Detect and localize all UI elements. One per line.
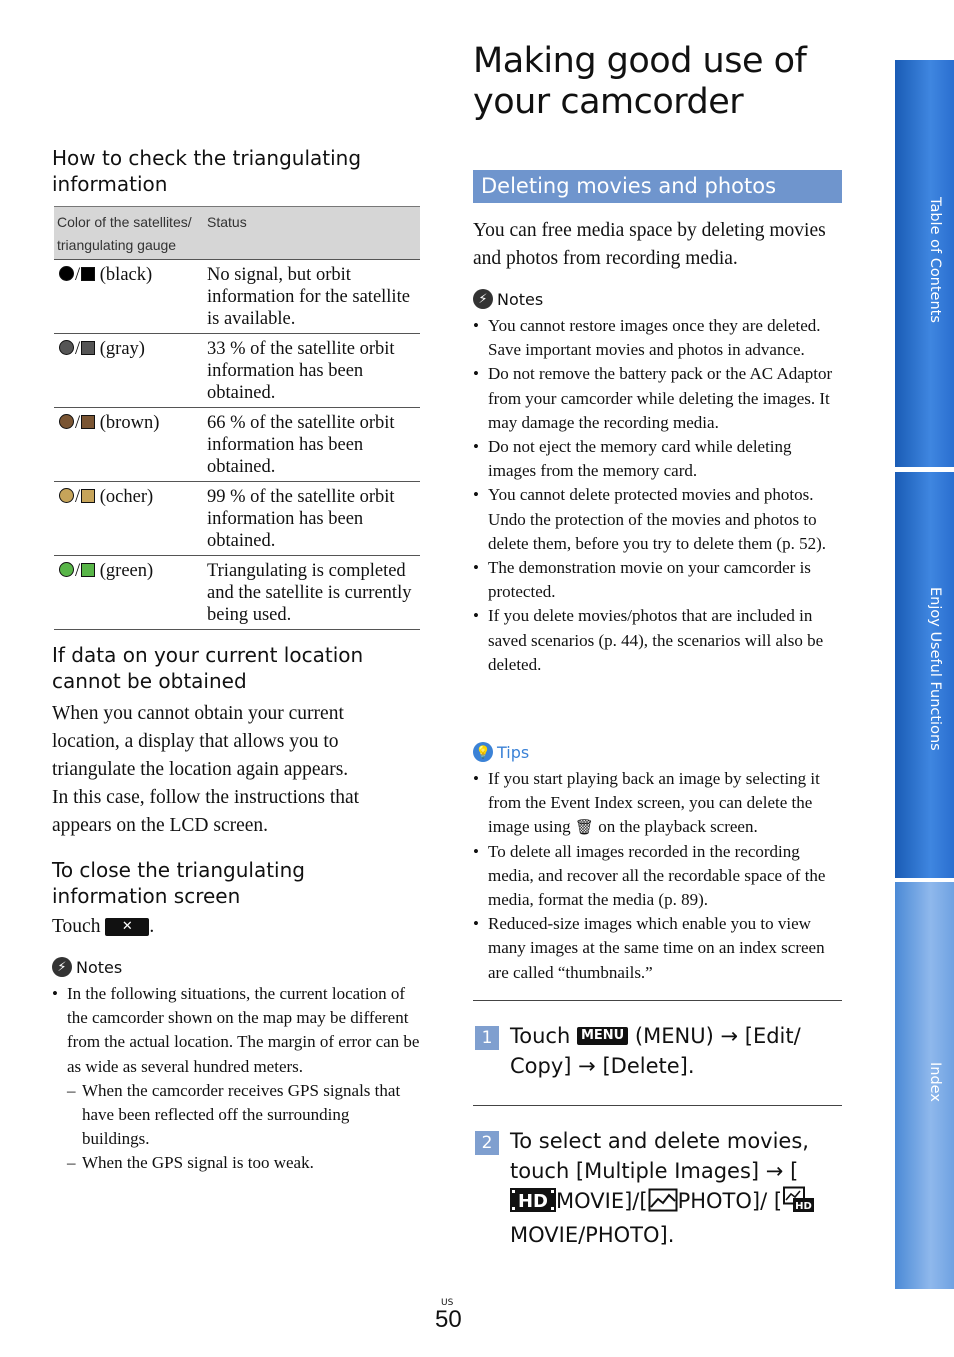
- left-notes-header: [52, 957, 122, 977]
- list-item: – When the GPS signal is too weak.: [67, 1151, 420, 1175]
- bracket: [: [773, 1189, 783, 1213]
- right-notes-header: [473, 289, 543, 309]
- table-row: [54, 408, 420, 482]
- slash: /: [75, 487, 81, 507]
- table-header-status: Status: [204, 207, 420, 260]
- list-item: • If you delete movies/photos that are included in saved scenarios (p. 44), the scenarios will also be deleted.: [473, 604, 843, 677]
- list-item: • Do not remove the battery pack or the AC Adaptor from your camcorder while deleting the images. It may damage the recording media.: [473, 362, 843, 435]
- svg-text:HD: HD: [795, 1201, 812, 1212]
- tip-text: on the playback screen.: [598, 817, 758, 837]
- step-number-badge: 2: [475, 1131, 499, 1155]
- tab-index-label[interactable]: Index: [927, 1062, 943, 1102]
- divider: [473, 1000, 842, 1001]
- hd-movie-icon: [510, 1188, 556, 1220]
- tips-header: [473, 742, 529, 762]
- list-item: – When the camcorder receives GPS signals that have been reflected off the surrounding buildings.: [67, 1079, 420, 1152]
- step-1-text: [510, 1021, 840, 1081]
- table-row: [54, 260, 420, 334]
- list-item: [52, 982, 420, 1176]
- list-item: • You cannot restore images once they are deleted. Save important movies and photos in advance.: [473, 314, 843, 362]
- color-label: (gray): [99, 339, 145, 359]
- divider: [473, 1105, 842, 1106]
- tab-enjoy-useful-functions-label[interactable]: Enjoy Useful Functions: [927, 587, 943, 751]
- color-cell: [54, 482, 204, 556]
- step-2-photo: PHOTO]/: [677, 1189, 768, 1213]
- color-cell: [54, 260, 204, 334]
- status-cell: No signal, but orbit information for the satellite is available.: [204, 260, 420, 334]
- satellite-square-icon: [81, 267, 95, 281]
- list-item: [473, 767, 843, 840]
- page-region: US: [441, 1298, 454, 1308]
- right-notes-list: [473, 314, 843, 677]
- satellite-circle-icon: [59, 562, 74, 577]
- step-1-touch: Touch: [510, 1024, 571, 1048]
- tab-table-of-contents[interactable]: [895, 60, 954, 467]
- satellite-square-icon: [81, 341, 95, 355]
- step-2-text: [510, 1126, 840, 1250]
- table-row: [54, 482, 420, 556]
- tips-label: Tips: [497, 742, 530, 762]
- page-title-line-1: Making good use of: [473, 41, 807, 81]
- list-item: • Reduced-size images which enable you to view many images at the same time on an index screen are called “thumbnails.”: [473, 912, 843, 985]
- tips-list: [473, 767, 843, 985]
- touch-instruction: [52, 913, 154, 941]
- lightbulb-icon: 💡: [473, 742, 493, 762]
- list-item: • The demonstration movie on your camcorder is protected.: [473, 556, 843, 604]
- step-2-line: To select and delete movies, touch [Multiple Images]: [510, 1129, 809, 1183]
- trash-icon: 🗑: [574, 818, 594, 837]
- step-1-number: [475, 1026, 499, 1050]
- left-notes-list: [52, 982, 420, 1176]
- color-label: (black): [99, 265, 153, 285]
- touch-word: Touch: [52, 916, 101, 937]
- step-2-movie: MOVIE]/[: [556, 1189, 648, 1213]
- close-button-icon: ✕: [105, 918, 149, 936]
- table-header-row: [54, 207, 420, 260]
- menu-button-icon: MENU: [577, 1027, 628, 1045]
- svg-text:HD: HD: [517, 1191, 549, 1212]
- color-label: (ocher): [99, 487, 154, 507]
- slash: /: [75, 265, 81, 285]
- color-label: (brown): [99, 413, 160, 433]
- section-banner: Deleting movies and photos: [473, 170, 842, 203]
- page-title-line-2: your camcorder: [473, 82, 744, 122]
- satellite-square-icon: [81, 489, 95, 503]
- tab-table-of-contents-label[interactable]: Table of Contents: [927, 197, 943, 323]
- satellite-square-icon: [81, 415, 95, 429]
- touch-period: .: [149, 916, 155, 937]
- slash: /: [75, 339, 81, 359]
- intro-paragraph: You can free media space by deleting movies and photos from recording media.: [473, 220, 826, 269]
- list-item: • Do not eject the memory card while deleting images from the memory card.: [473, 435, 843, 483]
- step-2-movie-photo: MOVIE/PHOTO].: [510, 1223, 675, 1247]
- color-label: (green): [99, 561, 154, 581]
- tab-enjoy-useful-functions[interactable]: [895, 472, 954, 878]
- satellite-status-table: [54, 206, 420, 630]
- step-2-number: [475, 1131, 499, 1155]
- notes-icon: ⚡: [52, 957, 72, 977]
- satellite-circle-icon: [59, 340, 74, 355]
- satellite-square-icon: [81, 563, 95, 577]
- list-item: • To delete all images recorded in the recording media, and recover all the recordable space of the media, format the media (p. 89).: [473, 840, 843, 913]
- notes-icon: ⚡: [473, 289, 493, 309]
- color-cell: [54, 556, 204, 630]
- color-cell: [54, 408, 204, 482]
- section-heading-close: To close the triangulating information screen: [52, 858, 305, 908]
- arrow-icon: →: [578, 1054, 596, 1078]
- table-header-color: Color of the satellites/ triangulating gauge: [54, 207, 204, 260]
- color-cell: [54, 334, 204, 408]
- status-cell: 66 % of the satellite orbit information has been obtained.: [204, 408, 420, 482]
- bracket: [: [790, 1159, 799, 1183]
- table-row: [54, 334, 420, 408]
- movie-photo-icon: [782, 1186, 814, 1220]
- step-1-edit-copy: [Edit/ Copy]: [510, 1024, 801, 1078]
- status-cell: 99 % of the satellite orbit information has been obtained.: [204, 482, 420, 556]
- arrow-icon: →: [720, 1024, 739, 1048]
- note-sub-list: [67, 1079, 420, 1176]
- section-heading-triangulating: How to check the triangulating information: [52, 146, 362, 196]
- list-item: • You cannot delete protected movies and photos. Undo the protection of the movies and photos to delete them, before you try to delete them (p. 52).: [473, 483, 843, 556]
- step-1-menu-label: (MENU): [634, 1024, 714, 1048]
- section-heading-cannot-obtain: If data on your current location cannot be obtained: [52, 643, 364, 693]
- note-text: In the following situations, the current location of the camcorder shown on the map may be different from the actual location. The margin of error can be as wide as several hundred meters.: [67, 984, 420, 1076]
- cannot-obtain-paragraph-2: In this case, follow the instructions that appears on the LCD screen.: [52, 787, 360, 836]
- step-1-delete: [Delete].: [602, 1054, 695, 1078]
- slash: /: [75, 413, 81, 433]
- slash: /: [75, 561, 81, 581]
- photo-icon: [648, 1188, 678, 1220]
- arrow-icon: →: [765, 1159, 784, 1183]
- satellite-circle-icon: [59, 488, 74, 503]
- page-title: [473, 41, 806, 123]
- satellite-circle-icon: [59, 266, 74, 281]
- satellite-circle-icon: [59, 414, 74, 429]
- step-number-badge: 1: [475, 1026, 499, 1050]
- status-cell: Triangulating is completed and the satellite is currently being used.: [204, 556, 420, 630]
- page-number: 50: [435, 1306, 462, 1333]
- table-row: [54, 556, 420, 630]
- cannot-obtain-paragraph-1: When you cannot obtain your current location, a display that allows you to triangulate the location again appears.: [52, 703, 349, 780]
- notes-label: Notes: [497, 289, 544, 309]
- tab-index[interactable]: [895, 882, 954, 1289]
- status-cell: 33 % of the satellite orbit information has been obtained.: [204, 334, 420, 408]
- tip-text: If you start playing back an image by selecting it from the Event Index screen, you can delete the image using: [488, 769, 820, 837]
- notes-label: Notes: [76, 957, 123, 977]
